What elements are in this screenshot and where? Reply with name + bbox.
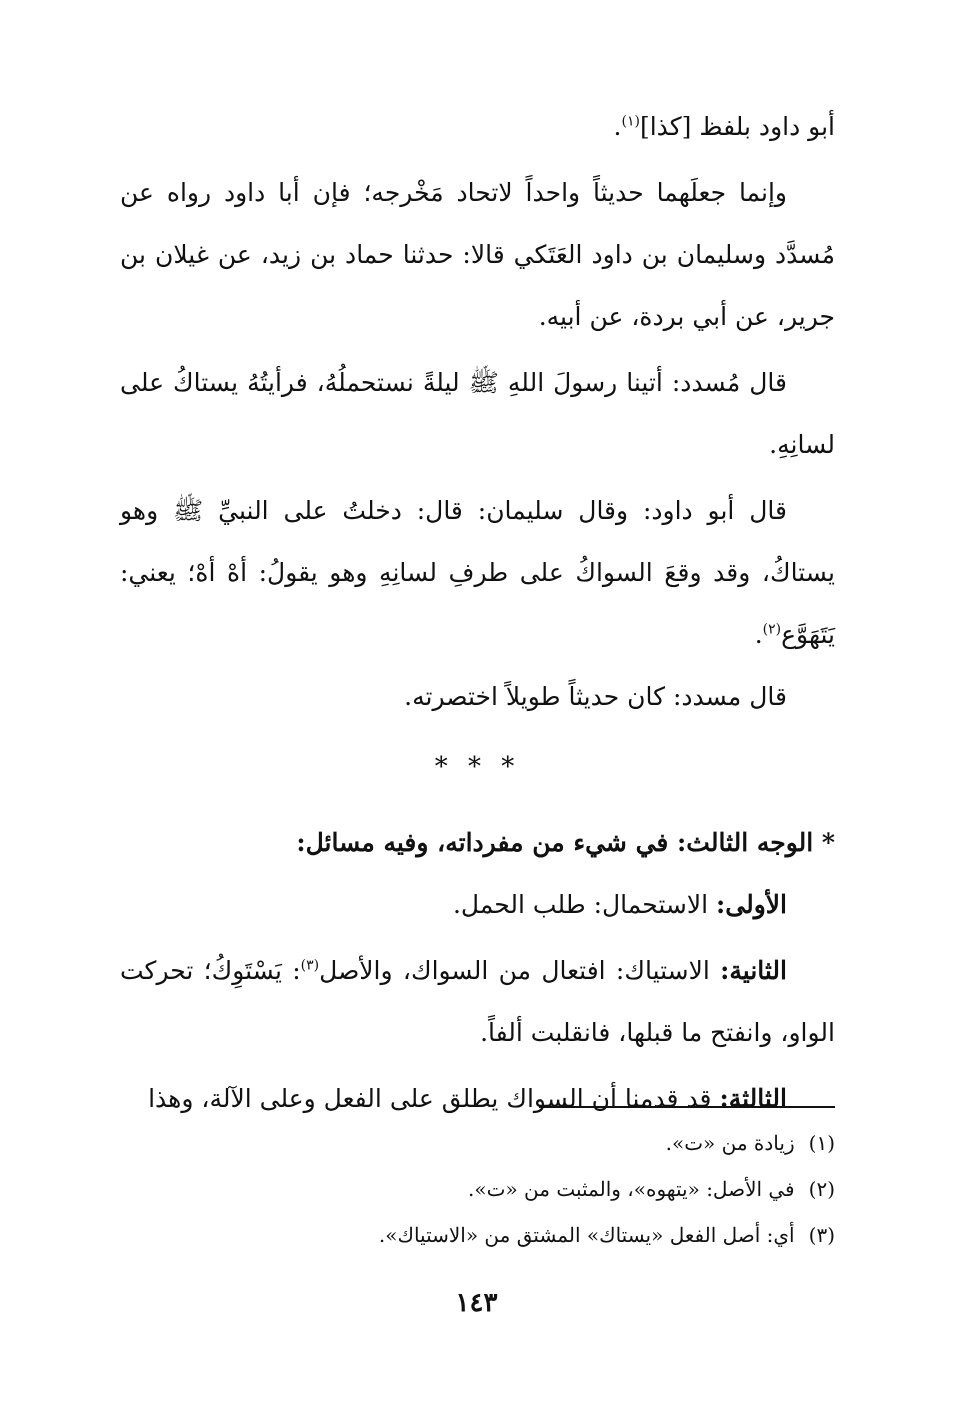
footnote-item [120, 1212, 835, 1258]
footnote-ref-1: (١) [621, 113, 640, 130]
issue-second-label: الثانية: [720, 956, 787, 985]
main-text [120, 96, 835, 1130]
issue-third-label: الثالثة: [719, 1084, 787, 1113]
opening-line-text: أبو داود بلفظ [كذا] [639, 112, 835, 141]
footnote-text: زيادة من «ت». [665, 1131, 795, 1155]
footnote-number: (٢) [808, 1177, 835, 1201]
issue-first [120, 874, 835, 936]
opening-line [120, 96, 835, 158]
footnote-text: في الأصل: «يتهوه»، والمثبت من «ت». [468, 1177, 795, 1201]
footnote-ref-3: (٣) [300, 957, 320, 974]
section-separator: * * * [434, 752, 521, 782]
page-number: ١٤٣ [455, 1288, 498, 1318]
footnote-item [120, 1166, 835, 1212]
issue-third-text: قد قدمنا أن السواك يطلق على الفعل وعلى الآلة، وهذا [148, 1084, 720, 1113]
issue-first-text: الاستحمال: طلب الحمل. [452, 890, 717, 919]
issue-first-label: الأولى: [716, 890, 787, 919]
footnote-item [120, 1120, 835, 1166]
paragraph-musaddad: قال مُسدد: أتينا رسولَ اللهِ ﷺ ليلةً نستحملُهُ، فرأيتُهُ يستاكُ على لسانِهِ. [120, 368, 835, 459]
issue-second [120, 940, 835, 1064]
issue-second-text-continued: : يَسْتَوِكُ؛ تحركت الواو، وانفتح ما قبلها، فانقلبت ألفاً. [120, 956, 835, 1047]
footnotes [120, 1120, 835, 1258]
footnote-divider [539, 1106, 835, 1108]
paragraph-abu-dawud-end: . [754, 620, 763, 649]
footnote-ref-2: (٢) [762, 621, 782, 638]
section-heading: * الوجه الثالث: في شيء من مفرداته، وفيه مسائل: [296, 828, 835, 857]
paragraph-musaddad-short: قال مسدد: كان حديثاً طويلاً اختصرته. [404, 682, 787, 711]
opening-line-end: . [613, 112, 622, 141]
paragraph-abu-dawud-text: قال أبو داود: وقال سليمان: قال: دخلتُ على النبيِّ ﷺ وهو يستاكُ، وقد وقعَ السواكُ على طرفِ لسانِهِ وهو يقولُ: أهْ أهْ؛ يعني: يَتَهَوَّع [120, 496, 835, 649]
footnote-text: أي: أصل الفعل «يستاك» المشتق من «الاستياك». [378, 1223, 795, 1247]
issue-second-text: الاستياك: افتعال من السواك، والأصل [319, 956, 721, 985]
paragraph-chain-of-narration: وإنما جعلَهما حديثاً واحداً لاتحاد مَخْرجه؛ فإن أبا داود رواه عن مُسدَّد وسليمان بن داود العَتَكي قالا: حدثنا حماد بن زيد، عن غيلان بن جرير، عن أبي بردة، عن أبيه. [120, 178, 835, 331]
footnote-number: (١) [808, 1131, 835, 1155]
footnote-number: (٣) [808, 1223, 835, 1247]
paragraph-abu-dawud [120, 480, 835, 666]
